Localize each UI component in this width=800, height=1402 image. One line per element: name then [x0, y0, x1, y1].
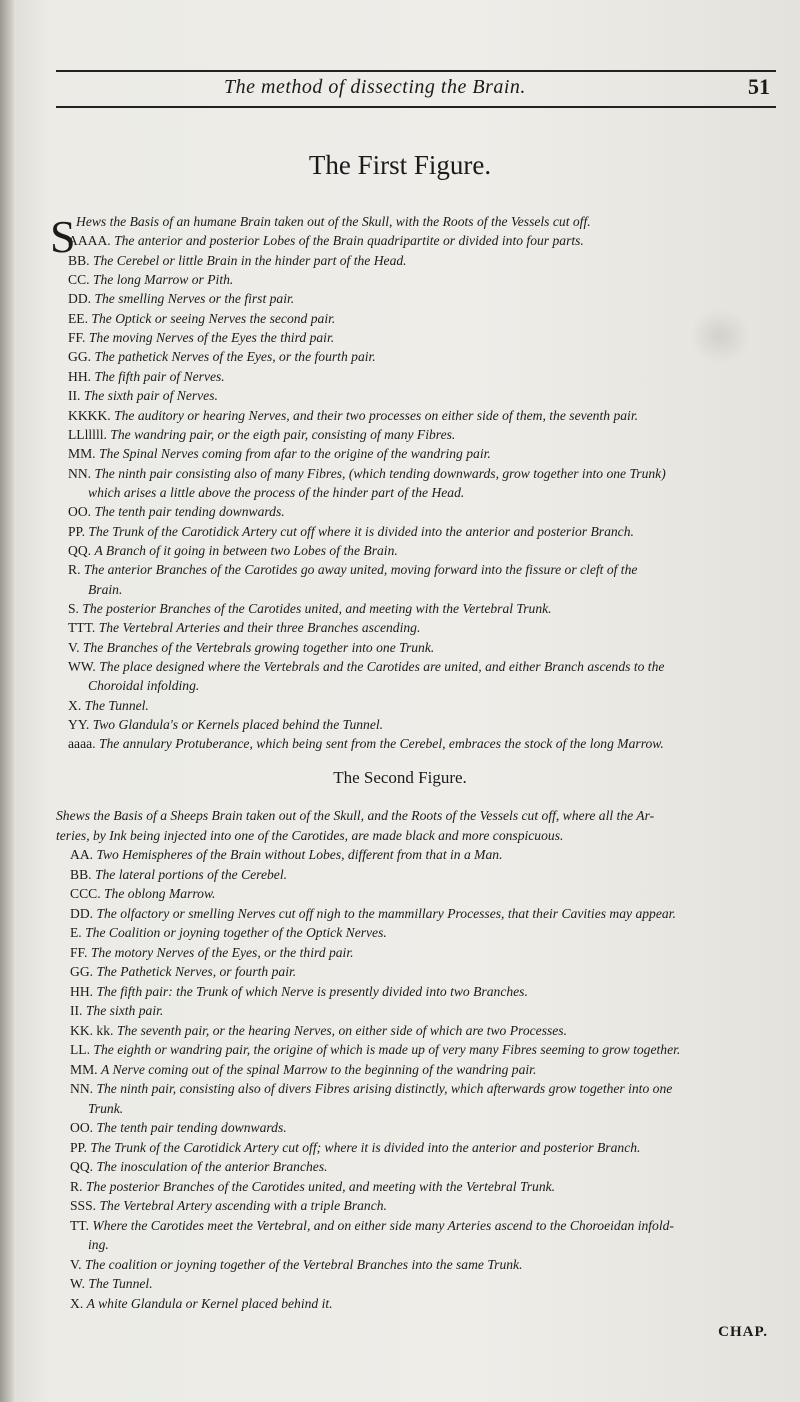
legend-text: Choroidal infolding.: [88, 678, 200, 694]
legend-key: GG.: [70, 964, 97, 979]
legend-line: [68, 541, 398, 561]
legend-line: [70, 1001, 163, 1021]
legend-key: aaaa.: [68, 736, 99, 752]
legend-text: The Trunk of the Carotidick Artery cut off; where it is divided into the anterior and posterior Branch.: [90, 1139, 641, 1155]
legend-text: The olfactory or smelling Nerves cut off nigh to the mammillary Processes, that their Cavities may appear.: [96, 905, 676, 921]
legend-line: [68, 444, 491, 464]
legend-key: E.: [70, 925, 86, 940]
legend-line: [68, 289, 294, 309]
legend-key: II.: [70, 1003, 86, 1018]
legend-line: [70, 962, 296, 982]
legend-text: The Vertebral Arteries and their three Branches ascending.: [98, 620, 421, 636]
legend-text: The coalition or joyning together of the Vertebral Branches into the same Trunk.: [84, 1256, 523, 1272]
legend-key: X.: [68, 697, 85, 713]
legend-text: The Optick or seeing Nerves the second pair.: [91, 310, 336, 326]
legend-key: MM.: [68, 446, 99, 462]
legend-text: Two Glandula's or Kernels placed behind the Tunnel.: [92, 717, 384, 733]
legend-line: [68, 522, 634, 542]
legend-text: The tenth pair tending downwards.: [96, 1120, 287, 1135]
legend-text: Shews the Basis of a Sheeps Brain taken out of the Skull, and the Roots of the Vessels cut off, where all the Ar-: [56, 808, 655, 823]
legend-key: W.: [70, 1276, 89, 1291]
legend-key: R.: [68, 562, 84, 578]
legend-line: [68, 386, 218, 406]
legend-line: [68, 425, 455, 445]
legend-text: A Nerve coming out of the spinal Marrow to the beginning of the wandring pair.: [100, 1061, 537, 1077]
legend-text: The Tunnel.: [84, 697, 149, 713]
legend-text: The posterior Branches of the Carotides united, and meeting with the Vertebral Trunk.: [85, 1178, 556, 1194]
legend-key: NN.: [70, 1081, 97, 1096]
legend-line: [70, 865, 287, 885]
legend-text: Two Hemispheres of the Brain without Lobes, different from that in a Man.: [96, 847, 503, 862]
legend-text: The motory Nerves of the Eyes, or the third pair.: [90, 944, 354, 960]
legend-line: [70, 1274, 153, 1294]
page-gutter-shadow: [0, 0, 14, 1402]
legend-key: BB.: [68, 252, 93, 268]
legend-text: The Trunk of the Carotidick Artery cut off where it is divided into the anterior and posterior Branch.: [88, 523, 634, 539]
legend-key: QQ.: [68, 542, 95, 558]
legend-key: II.: [68, 388, 84, 404]
legend-key: TTT.: [68, 620, 99, 636]
legend-line: [70, 845, 502, 865]
legend-line: [68, 599, 552, 619]
legend-line: [68, 347, 376, 367]
legend-text: The posterior Branches of the Carotides united, and meeting with the Vertebral Trunk.: [82, 601, 552, 616]
legend-text: Trunk.: [88, 1100, 124, 1116]
running-head-title: The method of dissecting the Brain.: [224, 76, 526, 98]
legend-key: LL.: [70, 1042, 94, 1057]
legend-key: HH.: [70, 983, 97, 999]
legend-text: The eighth or wandring pair, the origine of which is made up of very many Fibres seeming to grow together.: [93, 1042, 681, 1057]
legend-line: [88, 580, 122, 600]
legend-text: Hews the Basis of an humane Brain taken out of the Skull, with the Roots of the Vessels cut off.: [76, 214, 591, 229]
legend-line: [70, 1177, 555, 1197]
legend-key: CCC.: [70, 886, 104, 901]
legend-text: The inosculation of the anterior Branches.: [96, 1159, 328, 1174]
legend-key: CC.: [68, 272, 93, 288]
legend-key: HH.: [68, 368, 95, 384]
legend-text: A Branch of it going in between two Lobes of the Brain.: [94, 542, 398, 558]
legend-key: QQ.: [70, 1159, 97, 1174]
legend-key: FF.: [68, 330, 89, 346]
legend-line: [70, 943, 354, 963]
legend-key: V.: [68, 639, 83, 655]
legend-line: [88, 1235, 109, 1255]
legend-line: [70, 1294, 333, 1314]
legend-line: [70, 1216, 674, 1236]
legend-line: [68, 270, 233, 290]
legend-text: Where the Carotides meet the Vertebral, and on either side many Arteries ascend to the Choroeidan infold-: [92, 1217, 674, 1233]
legend-line: [68, 464, 666, 484]
second-figure-title: The Second Figure.: [333, 768, 467, 787]
legend-text: The tenth pair tending downwards.: [94, 504, 285, 520]
legend-line: [56, 806, 654, 826]
legend-key: LLlllll.: [68, 426, 111, 442]
legend-text: The Vertebral Artery ascending with a triple Branch.: [99, 1198, 387, 1213]
legend-line: [68, 309, 335, 329]
legend-line: [68, 251, 407, 271]
legend-line: [68, 715, 383, 735]
legend-text: The anterior and posterior Lobes of the Brain quadripartite or divided into four parts.: [114, 233, 584, 249]
legend-key: R.: [70, 1178, 86, 1194]
legend-key: S.: [68, 601, 83, 616]
legend-text: The ninth pair, consisting also of divers Fibres arising distinctly, which afterwards grow together into one: [96, 1081, 673, 1096]
legend-text: which arises a little above the process of the hinder part of the Head.: [88, 484, 465, 500]
legend-line: [68, 696, 149, 716]
legend-line: [70, 982, 528, 1002]
legend-line: [70, 904, 676, 924]
legend-line: [68, 502, 285, 522]
legend-text: The ninth pair consisting also of many Fibres, (which tending downwards, grow together into one Trunk): [94, 465, 666, 481]
legend-text: The anterior Branches of the Carotides go away united, moving forward into the fissure or cleft of the: [83, 562, 638, 578]
legend-text: The moving Nerves of the Eyes the third pair.: [88, 330, 335, 346]
legend-key: BB.: [70, 866, 95, 882]
legend-line: [70, 1060, 536, 1080]
legend-text: The Tunnel.: [88, 1276, 153, 1291]
legend-line: [68, 328, 334, 348]
legend-text: The Pathetick Nerves, or fourth pair.: [96, 964, 297, 979]
show-through-letter: [690, 308, 750, 364]
legend-key: AA.: [70, 847, 97, 862]
legend-line: [88, 676, 199, 696]
legend-text: The Spinal Nerves coming from afar to the origine of the wandring pair.: [98, 446, 491, 462]
legend-line: [70, 1138, 640, 1158]
legend-key: AAAA.: [68, 233, 115, 249]
legend-text: The Coalition or joyning together of the Optick Nerves.: [85, 925, 387, 940]
legend-line: [68, 657, 664, 677]
legend-text: Brain.: [88, 581, 123, 597]
legend-key: V.: [70, 1256, 85, 1272]
legend-key: DD.: [70, 905, 97, 921]
legend-key: EE.: [68, 310, 92, 326]
legend-line: [70, 1021, 567, 1041]
legend-line: [88, 1099, 123, 1119]
legend-key: OO.: [68, 504, 95, 520]
legend-text: The oblong Marrow.: [104, 886, 216, 901]
legend-text: The auditory or hearing Nerves, and their two processes on either side of them, the seventh pair.: [114, 407, 639, 423]
legend-text: The wandring pair, or the eigth pair, consisting of many Fibres.: [110, 426, 456, 442]
legend-key: PP.: [70, 1139, 91, 1155]
legend-line: [70, 1040, 680, 1060]
legend-line: [68, 618, 420, 638]
legend-key: DD.: [68, 291, 95, 307]
legend-line: [68, 638, 434, 658]
legend-text: The Cerebel or little Brain in the hinder part of the Head.: [92, 252, 407, 268]
legend-line: [68, 231, 584, 251]
legend-key: NN.: [68, 465, 95, 481]
legend-text: The lateral portions of the Cerebel.: [94, 866, 287, 882]
legend-line: [70, 884, 215, 904]
legend-key: OO.: [70, 1120, 97, 1135]
legend-text: The seventh pair, or the hearing Nerves, on either side of which are two Processes.: [116, 1022, 567, 1038]
legend-line: [68, 560, 637, 580]
legend-line: [56, 826, 563, 846]
legend-key: X.: [70, 1295, 87, 1311]
legend-text: The fifth pair: the Trunk of which Nerve is presently divided into two Branches.: [96, 983, 528, 999]
first-figure-title: The First Figure.: [308, 150, 492, 180]
catchword: CHAP.: [718, 1324, 768, 1340]
legend-text: The annulary Protuberance, which being sent from the Cerebel, embraces the stock of the long Marrow.: [98, 736, 664, 752]
legend-text: The place designed where the Vertebrals and the Carotides are united, and either Branch ascends to the: [99, 659, 665, 675]
legend-line: [70, 1118, 287, 1138]
legend-text: The sixth pair of Nerves.: [83, 388, 218, 404]
legend-line: [68, 367, 225, 387]
legend-text: ing.: [88, 1237, 109, 1252]
legend-line: [76, 212, 591, 232]
legend-text: The sixth pair.: [85, 1003, 164, 1018]
legend-line: [88, 483, 464, 503]
legend-key: PP.: [68, 523, 89, 539]
legend-key: KK. kk.: [70, 1022, 117, 1038]
legend-line: [70, 1079, 672, 1099]
drop-cap: S: [50, 211, 76, 262]
legend-key: YY.: [68, 717, 93, 733]
legend-key: WW.: [68, 659, 100, 675]
legend-line: [70, 1255, 522, 1275]
legend-key: KKKK.: [68, 407, 115, 423]
legend-text: The fifth pair of Nerves.: [94, 368, 225, 384]
legend-key: FF.: [70, 944, 91, 960]
legend-text: The smelling Nerves or the first pair.: [94, 291, 295, 307]
legend-key: TT.: [70, 1217, 93, 1233]
legend-key: GG.: [68, 349, 95, 365]
legend-line: [70, 1157, 328, 1177]
page-number: 51: [748, 74, 770, 99]
legend-text: teries, by Ink being injected into one of the Carotides, are made black and more conspicuous.: [56, 827, 564, 843]
legend-line: [70, 923, 387, 943]
legend-line: [70, 1196, 387, 1216]
running-header: [56, 70, 776, 108]
legend-line: [68, 734, 664, 754]
legend-text: The long Marrow or Pith.: [92, 272, 234, 288]
legend-text: The Branches of the Vertebrals growing together into one Trunk.: [82, 639, 435, 655]
legend-text: The pathetick Nerves of the Eyes, or the fourth pair.: [94, 349, 376, 365]
legend-key: MM.: [70, 1061, 101, 1077]
legend-text: A white Glandula or Kernel placed behind it.: [86, 1295, 333, 1311]
legend-key: SSS.: [70, 1198, 100, 1213]
legend-line: [68, 406, 638, 426]
